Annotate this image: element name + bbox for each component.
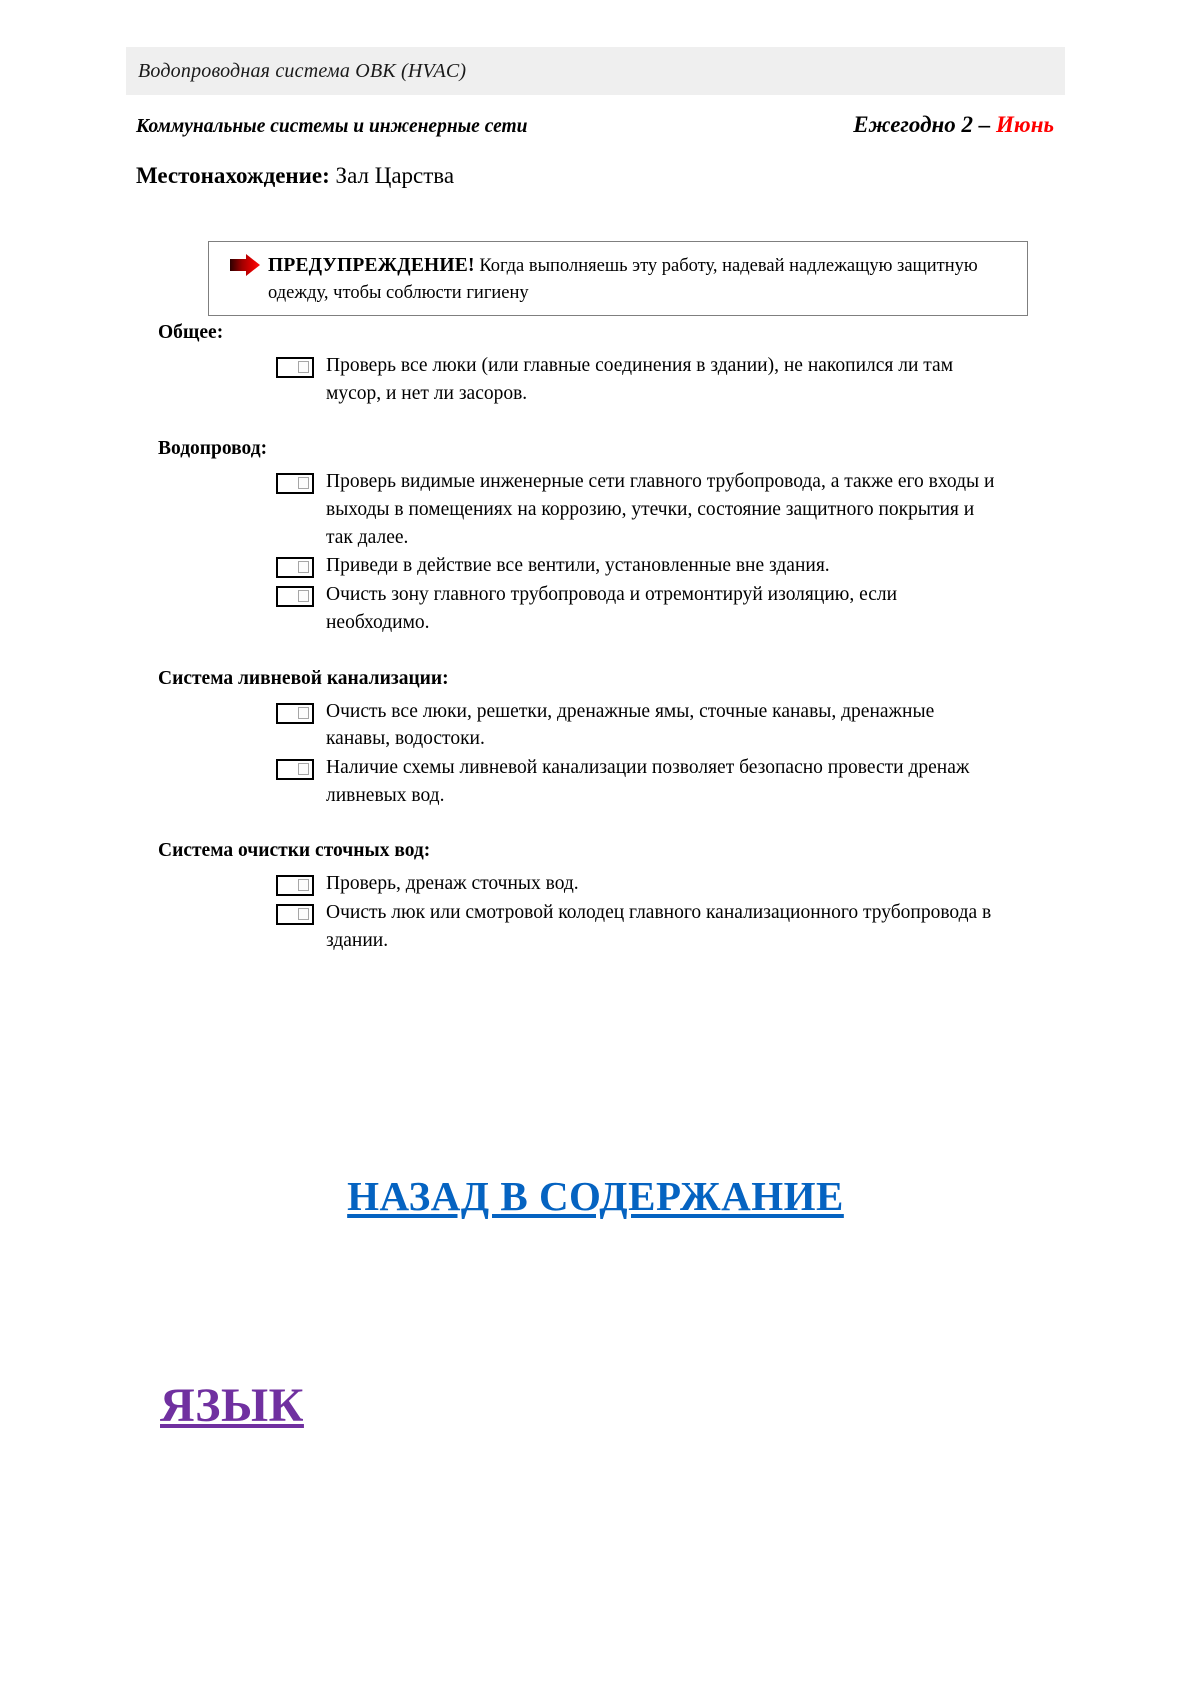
section-obshchee — [0, 322, 1191, 407]
location-value: Зал Царства — [329, 163, 455, 188]
section-heading: Водопровод: — [158, 438, 268, 460]
section-ochistka-stochnykh-vod — [0, 840, 1191, 954]
warning-content — [221, 252, 1017, 306]
section-spacer — [0, 408, 1191, 438]
checkbox-icon[interactable] — [276, 586, 314, 607]
subtitle: Коммунальные системы и инженерные сети — [136, 116, 528, 137]
checkbox-icon[interactable] — [276, 703, 314, 724]
checklist-item[interactable] — [276, 698, 998, 753]
section-heading: Общее: — [158, 322, 224, 343]
checklist-item[interactable] — [276, 468, 998, 551]
header-band — [126, 47, 1065, 95]
section-spacer — [0, 810, 1191, 840]
back-to-contents-link[interactable]: НАЗАД В СОДЕРЖАНИЕ — [347, 1173, 844, 1219]
section-heading: Система ливневой канализации: — [158, 667, 449, 689]
warning-box — [208, 241, 1028, 316]
subheader-row — [136, 112, 1054, 138]
section-items — [276, 870, 998, 954]
checklist-item[interactable] — [276, 352, 998, 407]
checklist-item[interactable] — [276, 552, 998, 580]
checklist-item-label: Проверь, дренаж сточных вод. — [326, 873, 579, 895]
language-link[interactable]: ЯЗЫК — [160, 1379, 304, 1432]
checkbox-icon[interactable] — [276, 357, 314, 378]
checklist-item-label: Очисть все люки, решетки, дренажные ямы, сточные канавы, дренажные канавы, водостоки. — [326, 700, 935, 750]
checkbox-icon[interactable] — [276, 557, 314, 578]
checklist-item-label: Наличие схемы ливневой канализации позволяет безопасно провести дренаж ливневых вод. — [326, 756, 970, 806]
location-row — [136, 163, 454, 189]
checklist-item[interactable] — [276, 870, 998, 898]
checklist-item-label: Очисть зону главного трубопровода и отремонтируй изоляцию, если необходимо. — [326, 584, 898, 633]
red-arrow-icon — [229, 254, 261, 276]
back-to-contents-wrap — [0, 1172, 1191, 1220]
language-link-wrap — [160, 1378, 304, 1433]
section-items — [276, 352, 998, 407]
checklist-item-label: Проверь все люки (или главные соединения в здании), не накопился ли там мусор, и нет ли засоров. — [326, 355, 954, 404]
checklist-item-label: Проверь видимые инженерные сети главного трубопровода, а также его входы и выходы в помещениях на коррозию, утечки, состояние защитного покрытия и так далее. — [326, 471, 995, 548]
checklist-item-label: Очисть люк или смотровой колодец главного канализационного трубопровода в здании. — [326, 901, 992, 951]
frequency-month: Июнь — [996, 112, 1054, 137]
section-items — [276, 468, 998, 636]
warning-title: ПРЕДУПРЕЖДЕНИЕ! — [268, 255, 475, 276]
document-title: Водопроводная система ОВК (HVAC) — [138, 59, 467, 82]
checklist-item[interactable] — [276, 899, 998, 954]
checklist-item-label: Приведи в действие все вентили, установленные вне здания. — [326, 555, 830, 577]
section-items — [276, 698, 998, 810]
checklist-sections — [0, 322, 1191, 955]
checkbox-icon[interactable] — [276, 875, 314, 896]
checkbox-icon[interactable] — [276, 904, 314, 925]
warning-text: Когда выполняешь эту работу, надевай надлежащую защитную одежду, чтобы соблюсти гигиену — [268, 256, 978, 303]
frequency-label — [853, 112, 1054, 138]
section-spacer — [0, 638, 1191, 668]
checkbox-icon[interactable] — [276, 759, 314, 780]
checkbox-icon[interactable] — [276, 473, 314, 494]
frequency-prefix: Ежегодно 2 – — [853, 112, 997, 137]
section-heading: Система очистки сточных вод: — [158, 840, 431, 862]
location-label: Местонахождение: — [136, 163, 330, 188]
section-vodoprovod — [0, 438, 1191, 636]
section-livnevaya-kanalizatsiya — [0, 668, 1191, 810]
checklist-item[interactable] — [276, 581, 998, 636]
checklist-item[interactable] — [276, 754, 998, 809]
